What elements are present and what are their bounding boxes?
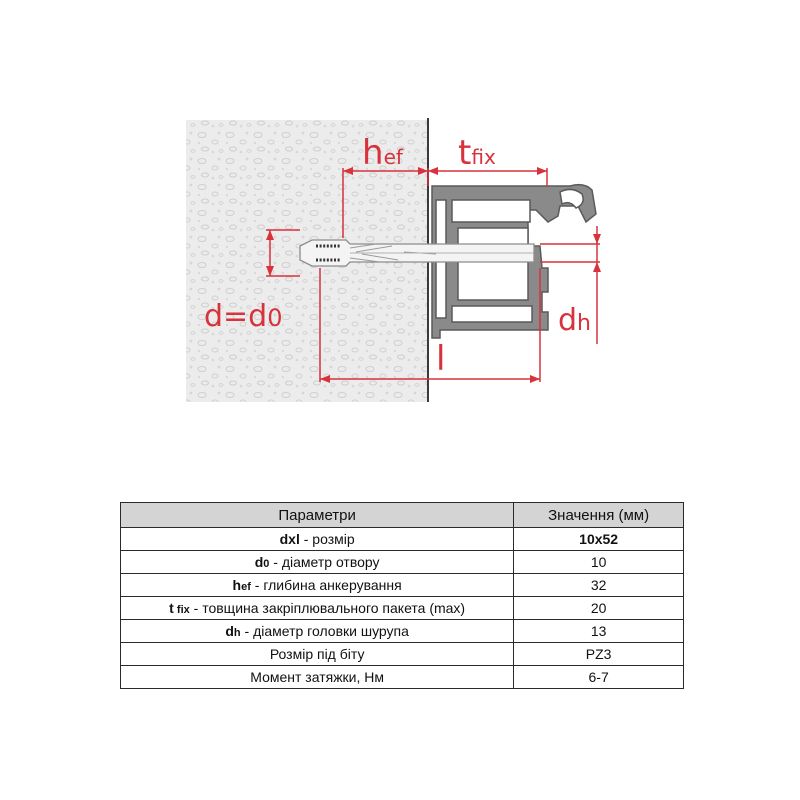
header-param: Параметри (121, 503, 514, 528)
param-symbol: h (232, 577, 242, 593)
label-dh (558, 303, 591, 338)
param-symbol: t (169, 600, 174, 616)
row-param-cell (121, 528, 514, 551)
label-dh-sub: h (577, 311, 591, 336)
label-hef-main: h (362, 133, 384, 173)
param-subscript: ef (241, 581, 251, 593)
frame-anchor (300, 240, 534, 266)
param-symbol: d (254, 554, 264, 570)
row-param-cell (121, 574, 514, 597)
param-description: - товщина закріплювального пакета (max) (189, 600, 466, 616)
param-description: - діаметр отвору (269, 554, 380, 570)
row-value-cell: 10 (514, 551, 684, 574)
param-description: - глибина анкерування (250, 577, 402, 593)
row-value-cell: 6-7 (514, 666, 684, 689)
row-param-cell (121, 551, 514, 574)
header-value: Значення (мм) (514, 503, 684, 528)
row-value-cell: PZ3 (514, 643, 684, 666)
table-row (121, 643, 684, 666)
table-row (121, 574, 684, 597)
parameters-table (120, 502, 684, 689)
row-value-cell: 32 (514, 574, 684, 597)
row-value-cell: 20 (514, 597, 684, 620)
row-param-cell (121, 620, 514, 643)
label-d-eq: d=d (204, 299, 268, 334)
table-row (121, 620, 684, 643)
label-l: l (436, 339, 446, 379)
param-subscript: 0 (263, 558, 270, 570)
param-subscript: fix (173, 604, 190, 616)
label-d-d0 (204, 299, 283, 334)
param-symbol: dxl (279, 531, 300, 547)
label-hef-sub: ef (383, 145, 403, 169)
row-value-cell: 13 (514, 620, 684, 643)
param-description: - розмір (299, 531, 355, 547)
table-row (121, 551, 684, 574)
table-row (121, 597, 684, 620)
row-param-cell: Розмір під біту (121, 643, 514, 666)
param-symbol: d (225, 623, 234, 639)
label-tfix-sub: fix (471, 145, 496, 169)
table-row (121, 528, 684, 551)
table-row (121, 666, 684, 689)
label-tfix-main: t (458, 133, 472, 173)
row-value-cell: 10x52 (514, 528, 684, 551)
label-d-sub: 0 (267, 304, 283, 332)
param-description: - діаметр головки шурупа (240, 623, 409, 639)
row-param-cell: Момент затяжки, Нм (121, 666, 514, 689)
param-subscript: h (233, 627, 241, 639)
table-header-row (121, 503, 684, 528)
label-tfix (458, 133, 496, 173)
row-param-cell (121, 597, 514, 620)
label-dh-main: d (558, 303, 578, 338)
